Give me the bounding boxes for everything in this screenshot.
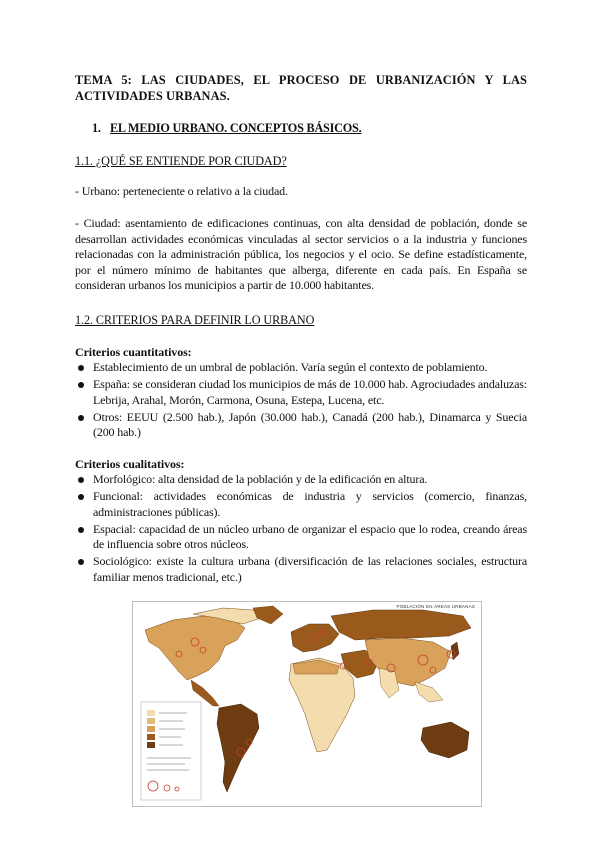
list-item-text: Otros: EEUU (2.500 hab.), Japón (30.000 hab.), Canadá (200 hab.), Dinamarca y Suecia (200 hab.)	[93, 409, 527, 440]
definition-ciudad: - Ciudad: asentamiento de edificaciones continuas, con alta densidad de población, donde se desarrollan actividades económicas vinculadas al sector servicios o a la industria y funciones relacionadas con la administración pública, los negocios y el ocio. Se define estadísticamente, por el número mínimo de habitantes que alberga, diferente en cada país. En España se consideran urbanos los municipios a partir de 10.000 habitantes.	[75, 216, 527, 293]
list-item	[75, 377, 527, 408]
list-item	[75, 472, 527, 488]
section-title: EL MEDIO URBANO. CONCEPTOS BÁSICOS.	[110, 121, 362, 135]
criterios-cualitativos-heading: Criterios cualitativos:	[75, 457, 185, 471]
bullet-icon	[78, 494, 84, 500]
list-item-text: Espacial: capacidad de un núcleo urbano de organizar el espacio que lo rodea, creando áreas de influencia sobre otros núcleos.	[93, 521, 527, 552]
bullet-icon	[78, 477, 84, 483]
section-number: 1.	[92, 121, 101, 135]
list-item	[75, 410, 527, 441]
bullet-icon	[78, 365, 84, 371]
world-urban-population-map	[132, 601, 482, 807]
list-item	[75, 489, 527, 520]
bullet-icon	[78, 559, 84, 565]
bullet-icon	[78, 415, 84, 421]
list-item-text: Morfológico: alta densidad de la población y de la edificación en altura.	[93, 472, 428, 486]
list-item	[75, 360, 527, 376]
subsection-heading-1-1: 1.1. ¿QUÉ SE ENTIENDE POR CIUDAD?	[75, 154, 287, 168]
section-heading	[92, 121, 361, 136]
criterios-cuantitativos-heading: Criterios cuantitativos:	[75, 345, 192, 359]
subsection-heading-1-2: 1.2. CRITERIOS PARA DEFINIR LO URBANO	[75, 313, 315, 327]
list-item-text: Funcional: actividades económicas de industria y servicios (comercio, finanzas, administraciones públicas).	[93, 489, 527, 519]
bullet-icon	[78, 527, 84, 533]
list-item-text: Sociológico: existe la cultura urbana (diversificación de las relaciones sociales, estructura familiar menos tradicional, etc.)	[93, 554, 527, 585]
list-item-text: Establecimiento de un umbral de población. Varía según el contexto de poblamiento.	[93, 360, 488, 374]
list-item-text: España: se consideran ciudad los municipios de más de 10.000 hab. Agrociudades andaluzas: Lebrija, Arahal, Morón, Carmona, Osuna, Estepa, Lucena, etc.	[93, 377, 527, 407]
definition-urbano: - Urbano: perteneciente o relativo a la ciudad.	[75, 184, 288, 198]
list-item	[75, 522, 527, 553]
map-title: POBLACIÓN EN ÁREAS URBANAS	[396, 604, 475, 609]
bullet-icon	[78, 382, 84, 388]
map-graphic	[133, 602, 481, 806]
criterios-cuantitativos-list	[75, 360, 527, 442]
criterios-cualitativos-list	[75, 472, 527, 587]
list-item	[75, 554, 527, 585]
document-title: TEMA 5: LAS CIUDADES, EL PROCESO DE URBANIZACIÓN Y LAS ACTIVIDADES URBANAS.	[75, 73, 527, 103]
